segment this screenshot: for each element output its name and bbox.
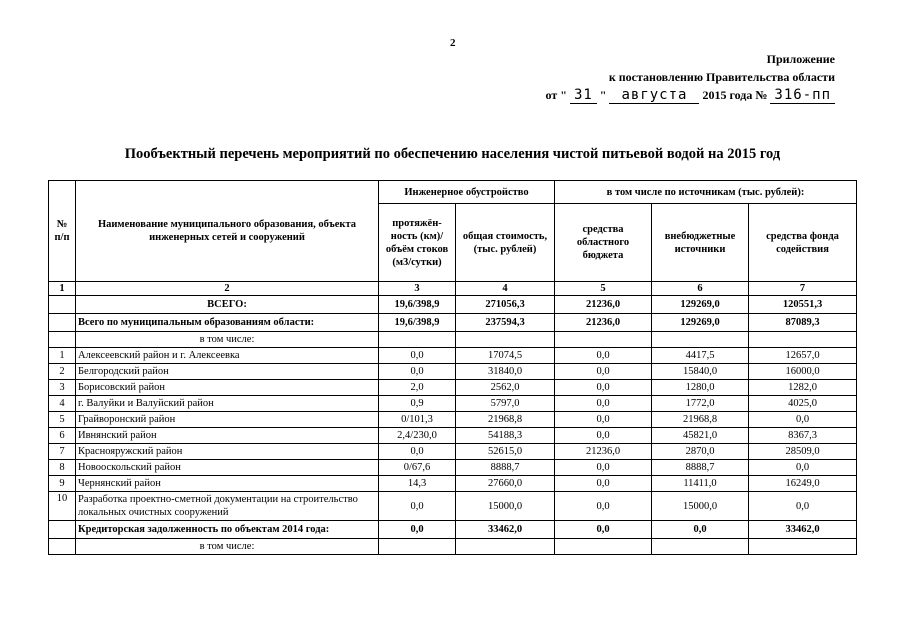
creditor-row: Кредиторская задолженность по объектам 2014 года: 0,0 33462,0 0,0 0,0 33462,0 bbox=[49, 521, 857, 539]
date-day: 31 bbox=[570, 87, 597, 104]
page-number: 2 bbox=[450, 37, 456, 49]
appendix-title: Приложение bbox=[766, 52, 835, 66]
header-offbudget: внебюджетные источники bbox=[652, 204, 749, 282]
colnum-1: 1 bbox=[49, 282, 76, 296]
date-month: августа bbox=[609, 87, 699, 104]
including-row-2: в том числе: bbox=[49, 539, 857, 555]
colnum-4: 4 bbox=[456, 282, 555, 296]
table-row: 6 Ивнянский район 2,4/230,0 54188,3 0,0 45821,0 8367,3 bbox=[49, 428, 857, 444]
header-no: № п/п bbox=[49, 181, 76, 282]
municipal-total-row: Всего по муниципальным образованиям области: 19,6/398,9 237594,3 21236,0 129269,0 87089,3 bbox=[49, 314, 857, 332]
header-sources: в том числе по источникам (тыс. рублей): bbox=[555, 181, 857, 204]
appendix-header bbox=[546, 50, 835, 104]
table-row: 2 Белгородский район 0,0 31840,0 0,0 15840,0 16000,0 bbox=[49, 364, 857, 380]
colnum-2: 2 bbox=[76, 282, 379, 296]
header-regional: средства областного бюджета bbox=[555, 204, 652, 282]
table-row: 7 Краснояружский район 0,0 52615,0 21236,0 2870,0 28509,0 bbox=[49, 444, 857, 460]
colnum-7: 7 bbox=[749, 282, 857, 296]
header-length: протяжён-ность (км)/объём стоков (м3/сутки) bbox=[379, 204, 456, 282]
table-row: 10 Разработка проектно-сметной документации на строительство локальных очистных сооружений 0,0 15000,0 0,0 15000,0 0,0 bbox=[49, 492, 857, 521]
appendix-date-line bbox=[546, 86, 835, 104]
header-engineering: Инженерное обустройство bbox=[379, 181, 555, 204]
date-year: 2015 года № bbox=[702, 88, 768, 102]
decree-number: 316-пп bbox=[770, 87, 835, 104]
appendix-decree: к постановлению Правительства области bbox=[608, 70, 835, 84]
date-separator: " bbox=[599, 88, 607, 102]
table-row: 9 Чернянский район 14,3 27660,0 0,0 11411,0 16249,0 bbox=[49, 476, 857, 492]
table-row: 8 Новооскольский район 0/67,6 8888,7 0,0 8888,7 0,0 bbox=[49, 460, 857, 476]
header-fund: средства фонда содействия bbox=[749, 204, 857, 282]
table-row: 5 Грайворонский район 0/101,3 21968,8 0,0 21968,8 0,0 bbox=[49, 412, 857, 428]
including-row: в том числе: bbox=[49, 332, 857, 348]
header-name: Наименование муниципального образования, объекта инженерных сетей и сооружений bbox=[76, 181, 379, 282]
colnum-6: 6 bbox=[652, 282, 749, 296]
measures-table bbox=[48, 180, 857, 555]
colnum-5: 5 bbox=[555, 282, 652, 296]
total-row: ВСЕГО: 19,6/398,9 271056,3 21236,0 129269,0 120551,3 bbox=[49, 296, 857, 314]
colnum-3: 3 bbox=[379, 282, 456, 296]
document-title: Пообъектный перечень мероприятий по обеспечению населения чистой питьевой водой на 2015 год bbox=[124, 146, 781, 162]
table-row: 4 г. Валуйки и Валуйский район 0,9 5797,0 0,0 1772,0 4025,0 bbox=[49, 396, 857, 412]
date-prefix: от " bbox=[545, 88, 567, 102]
header-total-cost: общая стоимость, (тыс. рублей) bbox=[456, 204, 555, 282]
table-row: 1 Алексеевский район и г. Алексеевка 0,0 17074,5 0,0 4417,5 12657,0 bbox=[49, 348, 857, 364]
table-row: 3 Борисовский район 2,0 2562,0 0,0 1280,0 1282,0 bbox=[49, 380, 857, 396]
